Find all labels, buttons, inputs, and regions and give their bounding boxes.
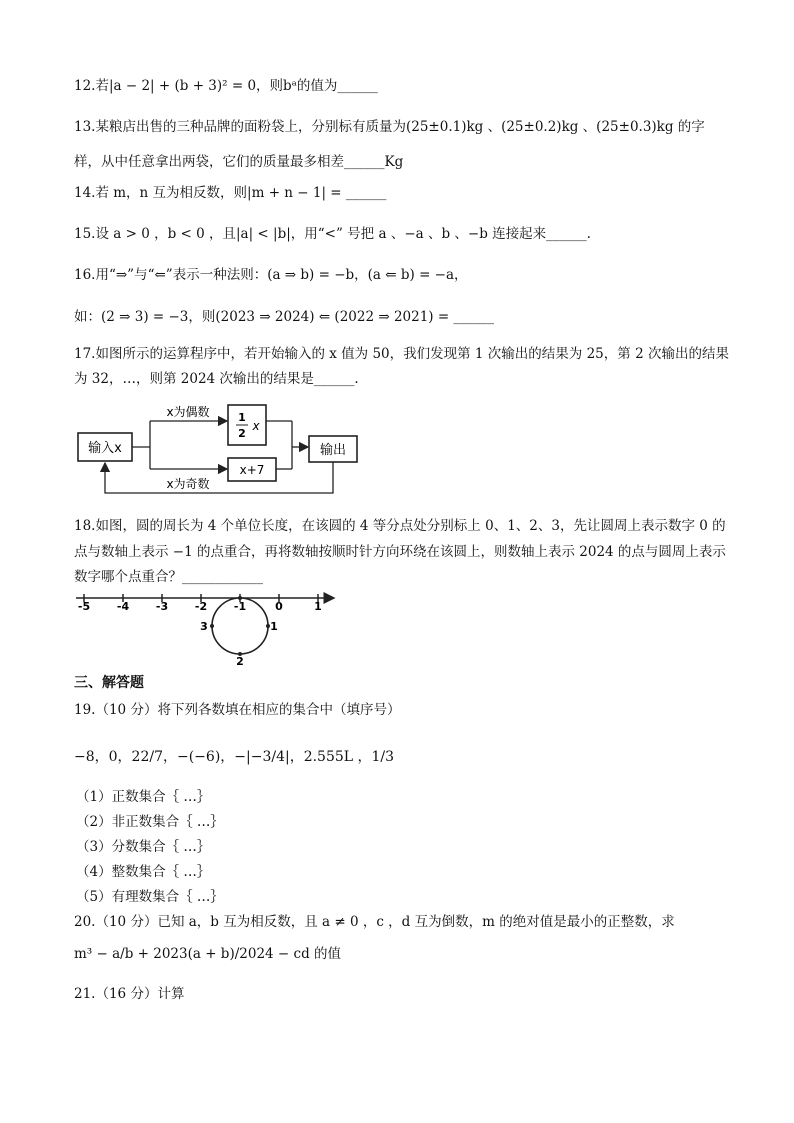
- operation-flowchart: [70, 400, 370, 500]
- plus-seven-label: x+7: [239, 463, 265, 477]
- circle-label-2: 2: [236, 655, 244, 668]
- tick-label: 0: [275, 600, 283, 613]
- question-18-line2: 点与数轴上表示 −1 的点重合，再将数轴按顺时针方向环绕在该圆上，则数轴上表示 2024 的点与圆周上表示: [74, 544, 726, 560]
- question-17-line1: 17.如图所示的运算程序中，若开始输入的 x 值为 50，我们发现第 1 次输出的结果为 25，第 2 次输出的结果: [74, 346, 729, 362]
- question-20-line1: 20.（10 分）已知 a，b 互为相反数，且 a ≠ 0 ，c ，d 互为倒数，m 的绝对值是最小的正整数，求: [74, 914, 675, 930]
- circle-label-1: 1: [270, 620, 278, 633]
- question-15: 15.设 a > 0 ，b < 0 ，且|a| < |b|，用“<” 号把 a 、−a 、b 、−b 连接起来______.: [74, 226, 591, 242]
- numberline-circle-figure: [70, 588, 350, 668]
- odd-condition-label: x为奇数: [166, 477, 210, 491]
- section-heading: 三、解答题: [74, 675, 144, 691]
- half-numerator: 1: [238, 411, 246, 424]
- tick-label: -1: [233, 600, 247, 613]
- tick-label: -5: [77, 600, 91, 613]
- output-label: 输出: [319, 443, 347, 458]
- tick-label: -3: [155, 600, 169, 613]
- half-denominator: 2: [238, 427, 246, 440]
- tick-label: -2: [194, 600, 208, 613]
- question-13-line1: 13.某粮店出售的三种品牌的面粉袋上，分别标有质量为(25±0.1)kg 、(25±0.2)kg 、(25±0.3)kg 的字: [74, 119, 705, 135]
- circle-point-3: [210, 624, 214, 628]
- question-17-line2: 为 32，…，则第 2024 次输出的结果是______.: [74, 371, 359, 387]
- feedback-loop: [105, 462, 333, 493]
- question-13-line2: 样，从中任意拿出两袋，它们的质量最多相差______Kg: [74, 154, 404, 170]
- question-14: 14.若 m，n 互为相反数，则|m + n − 1| = ______: [74, 185, 387, 201]
- question-21: 21.（16 分）计算: [74, 986, 185, 1002]
- circle-label-3: 3: [200, 620, 208, 633]
- tick-label: -4: [116, 600, 130, 613]
- set-fraction: （3）分数集合｛ …｝: [76, 839, 211, 855]
- set-rational: （5）有理数集合｛ …｝: [76, 889, 224, 905]
- question-20-line2: m³ − a/b + 2023(a + b)/2024 − cd 的值: [74, 946, 342, 962]
- circle-point-0: [238, 596, 242, 600]
- question-18-line3: 数字哪个点重合？____________: [74, 569, 263, 585]
- question-19-numbers: −8，0，22/7，−(−6)，−|−3/4|，2.555L ，1/3: [74, 749, 395, 765]
- set-integer: （4）整数集合｛ …｝: [76, 864, 211, 880]
- tick-label: 1: [314, 600, 322, 613]
- even-condition-label: x为偶数: [166, 405, 210, 419]
- input-label: 输入x: [88, 441, 122, 456]
- question-16-line2: 如：(2 ⇒ 3) = −3，则(2023 ⇒ 2024) ⇐ (2022 ⇒ 2021) = ______: [74, 309, 494, 325]
- question-16-line1: 16.用“⇒”与“⇐”表示一种法则：(a ⇒ b) = −b，(a ⇐ b) = −a，: [74, 267, 468, 283]
- question-18-line1: 18.如图，圆的周长为 4 个单位长度，在该圆的 4 等分点处分别标上 0、1、2、3，先让圆周上表示数字 0 的: [74, 518, 726, 534]
- question-19-title: 19.（10 分）将下列各数填在相应的集合中（填序号）: [74, 702, 401, 718]
- set-non-positive: （2）非正数集合｛ …｝: [76, 814, 224, 830]
- half-variable: x: [252, 419, 260, 433]
- set-positive: （1）正数集合｛ …｝: [76, 789, 211, 805]
- question-12: 12.若|a − 2| + (b + 3)² = 0，则bᵃ的值为______: [74, 78, 378, 94]
